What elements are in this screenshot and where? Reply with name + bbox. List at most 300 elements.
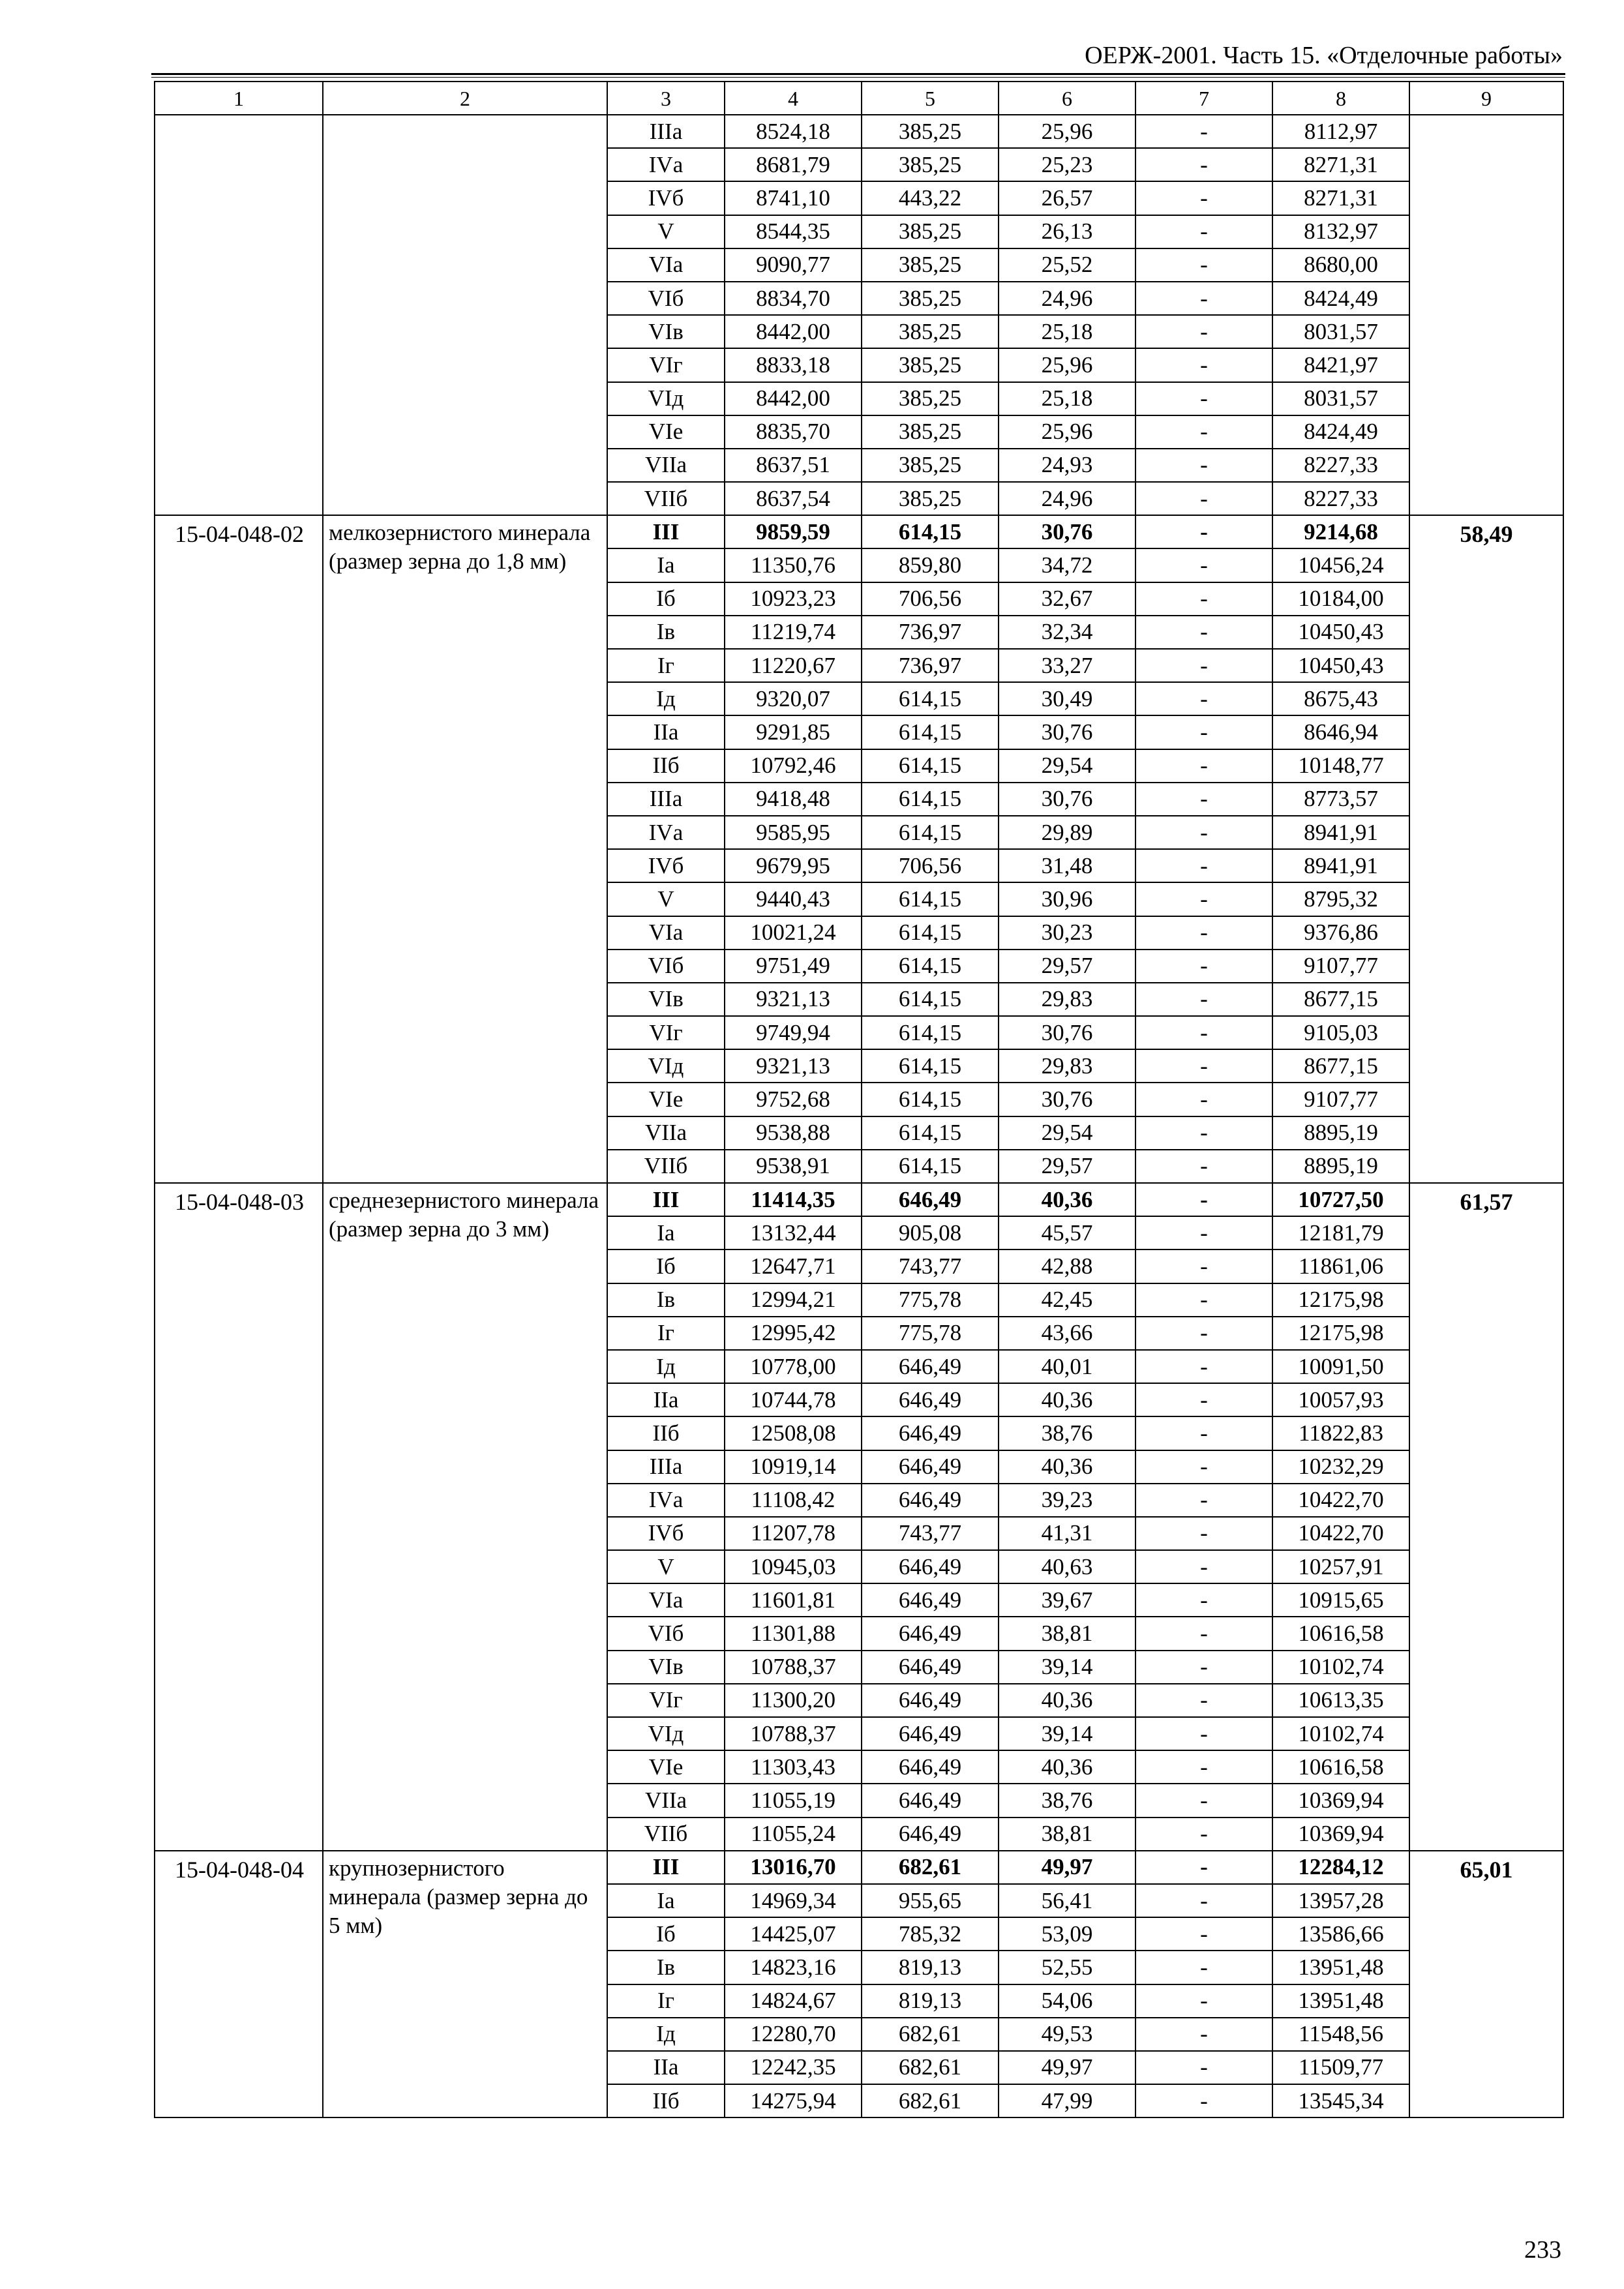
value-cell: 10919,14 xyxy=(725,1450,862,1484)
value-cell: 8442,00 xyxy=(725,382,862,415)
zone-cell: VIв xyxy=(607,315,725,348)
value-cell: 785,32 xyxy=(862,1917,999,1951)
value-cell: - xyxy=(1135,616,1272,649)
value-cell: 706,56 xyxy=(862,849,999,882)
value-cell: 40,63 xyxy=(999,1550,1135,1583)
zone-cell: IVб xyxy=(607,181,725,215)
value-cell: - xyxy=(1135,1249,1272,1283)
value-cell: 614,15 xyxy=(862,1116,999,1150)
value-cell: 614,15 xyxy=(862,950,999,983)
zone-cell: VIд xyxy=(607,1049,725,1083)
value-cell: 11301,88 xyxy=(725,1617,862,1650)
column-number-3: 3 xyxy=(607,82,725,115)
value-cell: 11303,43 xyxy=(725,1750,862,1784)
zone-cell: VIг xyxy=(607,1016,725,1049)
value-cell: 385,25 xyxy=(862,415,999,449)
value-cell: 385,25 xyxy=(862,382,999,415)
value-cell: - xyxy=(1135,1750,1272,1784)
value-cell: 646,49 xyxy=(862,1550,999,1583)
value-cell: 12175,98 xyxy=(1272,1283,1409,1317)
value-cell: - xyxy=(1135,849,1272,882)
value-cell: 10091,50 xyxy=(1272,1350,1409,1383)
zone-cell: V xyxy=(607,1550,725,1583)
value-cell: 29,57 xyxy=(999,1150,1135,1183)
value-cell: 614,15 xyxy=(862,882,999,916)
value-cell: 49,53 xyxy=(999,2018,1135,2051)
value-cell: - xyxy=(1135,783,1272,816)
value-cell: 13132,44 xyxy=(725,1216,862,1249)
value-cell: 8741,10 xyxy=(725,181,862,215)
value-cell: 9440,43 xyxy=(725,882,862,916)
value-cell: 31,48 xyxy=(999,849,1135,882)
column-number-2: 2 xyxy=(323,82,607,115)
value-cell: 33,27 xyxy=(999,649,1135,682)
value-cell: 10788,37 xyxy=(725,1717,862,1750)
value-cell: 52,55 xyxy=(999,1951,1135,1984)
value-cell: 34,72 xyxy=(999,548,1135,582)
value-cell: 12508,08 xyxy=(725,1416,862,1450)
item-name: крупнозернистого минерала (размер зерна до 5 мм) xyxy=(323,1851,607,2118)
zone-cell: V xyxy=(607,215,725,248)
value-cell: 8544,35 xyxy=(725,215,862,248)
zone-cell: IVа xyxy=(607,816,725,849)
value-cell: 11822,83 xyxy=(1272,1416,1409,1450)
zone-cell: Iг xyxy=(607,1317,725,1350)
zone-cell: VIд xyxy=(607,382,725,415)
value-cell: 11861,06 xyxy=(1272,1249,1409,1283)
value-cell: 11350,76 xyxy=(725,548,862,582)
value-cell: 29,57 xyxy=(999,950,1135,983)
value-cell: 11414,35 xyxy=(725,1183,862,1216)
value-cell: 38,76 xyxy=(999,1416,1135,1450)
value-cell: - xyxy=(1135,1550,1272,1583)
value-cell: 9107,77 xyxy=(1272,950,1409,983)
value-cell: 10422,70 xyxy=(1272,1517,1409,1550)
value-cell: - xyxy=(1135,1851,1272,1884)
value-cell: 646,49 xyxy=(862,1484,999,1517)
item-price: 58,49 xyxy=(1409,515,1563,1183)
value-cell: 45,57 xyxy=(999,1216,1135,1249)
value-cell: 11055,24 xyxy=(725,1818,862,1851)
value-cell: 10184,00 xyxy=(1272,582,1409,616)
value-cell: 8442,00 xyxy=(725,315,862,348)
value-cell: 54,06 xyxy=(999,1984,1135,2018)
value-cell: 385,25 xyxy=(862,315,999,348)
value-cell: 10450,43 xyxy=(1272,616,1409,649)
value-cell: 25,96 xyxy=(999,115,1135,148)
value-cell: 646,49 xyxy=(862,1684,999,1717)
value-cell: 614,15 xyxy=(862,1150,999,1183)
value-cell: 49,97 xyxy=(999,1851,1135,1884)
value-cell: - xyxy=(1135,1684,1272,1717)
value-cell: 10616,58 xyxy=(1272,1617,1409,1650)
value-cell: 8677,15 xyxy=(1272,983,1409,1016)
value-cell: 385,25 xyxy=(862,248,999,282)
value-cell: 8677,15 xyxy=(1272,1049,1409,1083)
value-cell: - xyxy=(1135,1784,1272,1817)
value-cell: 38,76 xyxy=(999,1784,1135,1817)
value-cell: 26,57 xyxy=(999,181,1135,215)
zone-cell: IIа xyxy=(607,1383,725,1416)
value-cell: 14969,34 xyxy=(725,1884,862,1917)
value-cell: 8031,57 xyxy=(1272,315,1409,348)
zone-cell: IIа xyxy=(607,715,725,749)
value-cell: 40,36 xyxy=(999,1684,1135,1717)
value-cell: 10945,03 xyxy=(725,1550,862,1583)
value-cell: 443,22 xyxy=(862,181,999,215)
value-cell: - xyxy=(1135,1617,1272,1650)
value-cell: 614,15 xyxy=(862,916,999,950)
value-cell: 8675,43 xyxy=(1272,682,1409,715)
value-cell: 859,80 xyxy=(862,548,999,582)
value-cell: 9538,88 xyxy=(725,1116,862,1150)
value-cell: - xyxy=(1135,282,1272,315)
value-cell: 39,14 xyxy=(999,1717,1135,1750)
zone-cell: VIIа xyxy=(607,1116,725,1150)
value-cell: 646,49 xyxy=(862,1750,999,1784)
value-cell: 30,49 xyxy=(999,682,1135,715)
value-cell: 11548,56 xyxy=(1272,2018,1409,2051)
zone-cell: Iг xyxy=(607,649,725,682)
value-cell: 24,96 xyxy=(999,282,1135,315)
value-cell: - xyxy=(1135,115,1272,148)
zone-cell: VIг xyxy=(607,1684,725,1717)
zone-cell: IIб xyxy=(607,1416,725,1450)
zone-cell: Iв xyxy=(607,616,725,649)
value-cell: - xyxy=(1135,1517,1272,1550)
value-cell: 11509,77 xyxy=(1272,2051,1409,2084)
value-cell: 9752,68 xyxy=(725,1083,862,1116)
value-cell: 9291,85 xyxy=(725,715,862,749)
value-cell: - xyxy=(1135,1016,1272,1049)
value-cell: 40,36 xyxy=(999,1750,1135,1784)
value-cell: 9679,95 xyxy=(725,849,862,882)
value-cell: 29,83 xyxy=(999,983,1135,1016)
value-cell: 682,61 xyxy=(862,2051,999,2084)
value-cell: 11220,67 xyxy=(725,649,862,682)
value-cell: 30,76 xyxy=(999,1016,1135,1049)
zone-cell: IIIа xyxy=(607,783,725,816)
zone-cell: VIб xyxy=(607,950,725,983)
value-cell: 8895,19 xyxy=(1272,1116,1409,1150)
value-cell: - xyxy=(1135,649,1272,682)
value-cell: 385,25 xyxy=(862,215,999,248)
value-cell: 646,49 xyxy=(862,1183,999,1216)
column-number-6: 6 xyxy=(999,82,1135,115)
value-cell: 614,15 xyxy=(862,715,999,749)
value-cell: 10450,43 xyxy=(1272,649,1409,682)
value-cell: 30,76 xyxy=(999,783,1135,816)
value-cell: 646,49 xyxy=(862,1717,999,1750)
value-cell: 14824,67 xyxy=(725,1984,862,2018)
value-cell: 682,61 xyxy=(862,2084,999,2117)
value-cell: 9538,91 xyxy=(725,1150,862,1183)
value-cell: 646,49 xyxy=(862,1350,999,1383)
value-cell: 13957,28 xyxy=(1272,1884,1409,1917)
value-cell: 614,15 xyxy=(862,1016,999,1049)
value-cell: 736,97 xyxy=(862,616,999,649)
value-cell: 10923,23 xyxy=(725,582,862,616)
value-cell: 8833,18 xyxy=(725,348,862,382)
value-cell: 8227,33 xyxy=(1272,482,1409,515)
value-cell: 29,54 xyxy=(999,1116,1135,1150)
value-cell: 14823,16 xyxy=(725,1951,862,1984)
table-row xyxy=(155,515,1563,548)
value-cell: 646,49 xyxy=(862,1450,999,1484)
value-cell: - xyxy=(1135,1350,1272,1383)
value-cell: 29,89 xyxy=(999,816,1135,849)
value-cell: 53,09 xyxy=(999,1917,1135,1951)
page-header-title: ОЕРЖ-2001. Часть 15. «Отделочные работы» xyxy=(1085,42,1563,69)
value-cell: - xyxy=(1135,1450,1272,1484)
zone-cell: IIIа xyxy=(607,115,725,148)
zone-cell: VIIа xyxy=(607,1784,725,1817)
column-number-4: 4 xyxy=(725,82,862,115)
value-cell: 646,49 xyxy=(862,1416,999,1450)
value-cell: - xyxy=(1135,983,1272,1016)
value-cell: 9749,94 xyxy=(725,1016,862,1049)
value-cell: 30,96 xyxy=(999,882,1135,916)
table-row xyxy=(155,115,1563,148)
zone-cell: Iа xyxy=(607,1884,725,1917)
zone-cell: VIд xyxy=(607,1717,725,1750)
zone-cell: VIг xyxy=(607,348,725,382)
value-cell: 385,25 xyxy=(862,449,999,482)
value-cell: 646,49 xyxy=(862,1784,999,1817)
value-cell: - xyxy=(1135,515,1272,548)
value-cell: - xyxy=(1135,1884,1272,1917)
value-cell: 614,15 xyxy=(862,1049,999,1083)
value-cell: 10778,00 xyxy=(725,1350,862,1383)
value-cell: 9107,77 xyxy=(1272,1083,1409,1116)
value-cell: 614,15 xyxy=(862,983,999,1016)
value-cell: 743,77 xyxy=(862,1517,999,1550)
value-cell: 14425,07 xyxy=(725,1917,862,1951)
value-cell: 8773,57 xyxy=(1272,783,1409,816)
value-cell: 646,49 xyxy=(862,1818,999,1851)
zone-cell: IVб xyxy=(607,849,725,882)
zone-cell: Iд xyxy=(607,1350,725,1383)
value-cell: 40,36 xyxy=(999,1450,1135,1484)
value-cell: 43,66 xyxy=(999,1317,1135,1350)
value-cell: 41,31 xyxy=(999,1517,1135,1550)
zone-cell: III xyxy=(607,515,725,548)
value-cell: - xyxy=(1135,1818,1272,1851)
value-cell: 8680,00 xyxy=(1272,248,1409,282)
zone-cell: VIе xyxy=(607,1083,725,1116)
value-cell: 614,15 xyxy=(862,783,999,816)
zone-cell: IIб xyxy=(607,2084,725,2117)
value-cell: 646,49 xyxy=(862,1583,999,1617)
value-cell: 10257,91 xyxy=(1272,1550,1409,1583)
value-cell: 8835,70 xyxy=(725,415,862,449)
value-cell: 12647,71 xyxy=(725,1249,862,1283)
item-name xyxy=(323,115,607,515)
value-cell: - xyxy=(1135,1383,1272,1416)
value-cell: 11207,78 xyxy=(725,1517,862,1550)
value-cell: 56,41 xyxy=(999,1884,1135,1917)
value-cell: 8834,70 xyxy=(725,282,862,315)
value-cell: - xyxy=(1135,181,1272,215)
zone-cell: IVа xyxy=(607,1484,725,1517)
zone-cell: IIа xyxy=(607,2051,725,2084)
value-cell: - xyxy=(1135,1917,1272,1951)
zone-cell: III xyxy=(607,1851,725,1884)
value-cell: 8271,31 xyxy=(1272,148,1409,181)
value-cell: 385,25 xyxy=(862,482,999,515)
zone-cell: VIIа xyxy=(607,449,725,482)
page-number: 233 xyxy=(1524,2236,1561,2264)
value-cell: 24,93 xyxy=(999,449,1135,482)
zone-cell: VIа xyxy=(607,1583,725,1617)
value-cell: 8941,91 xyxy=(1272,849,1409,882)
value-cell: - xyxy=(1135,1951,1272,1984)
value-cell: - xyxy=(1135,715,1272,749)
value-cell: - xyxy=(1135,816,1272,849)
value-cell: 14275,94 xyxy=(725,2084,862,2117)
value-cell: - xyxy=(1135,248,1272,282)
value-cell: - xyxy=(1135,215,1272,248)
value-cell: 12175,98 xyxy=(1272,1317,1409,1350)
value-cell: 8941,91 xyxy=(1272,816,1409,849)
value-cell: 10727,50 xyxy=(1272,1183,1409,1216)
zone-cell: VIIб xyxy=(607,482,725,515)
zone-cell: Iб xyxy=(607,1249,725,1283)
zone-cell: VIв xyxy=(607,983,725,1016)
header-rule-thin xyxy=(151,77,1565,78)
value-cell: 25,52 xyxy=(999,248,1135,282)
value-cell: - xyxy=(1135,749,1272,783)
value-cell: 49,97 xyxy=(999,2051,1135,2084)
value-cell: 25,23 xyxy=(999,148,1135,181)
value-cell: 9090,77 xyxy=(725,248,862,282)
value-cell: - xyxy=(1135,950,1272,983)
value-cell: - xyxy=(1135,482,1272,515)
value-cell: 10148,77 xyxy=(1272,749,1409,783)
value-cell: 25,96 xyxy=(999,415,1135,449)
zone-cell: Iд xyxy=(607,2018,725,2051)
value-cell: 10788,37 xyxy=(725,1651,862,1684)
zone-cell: Iв xyxy=(607,1283,725,1317)
value-cell: 9321,13 xyxy=(725,983,862,1016)
value-cell: 10616,58 xyxy=(1272,1750,1409,1784)
value-cell: - xyxy=(1135,2018,1272,2051)
value-cell: 29,83 xyxy=(999,1049,1135,1083)
value-cell: 11108,42 xyxy=(725,1484,862,1517)
value-cell: 9585,95 xyxy=(725,816,862,849)
zone-cell: IIб xyxy=(607,749,725,783)
value-cell: 10102,74 xyxy=(1272,1717,1409,1750)
value-cell: - xyxy=(1135,1183,1272,1216)
value-cell: 775,78 xyxy=(862,1317,999,1350)
zone-cell: Iд xyxy=(607,682,725,715)
value-cell: 13951,48 xyxy=(1272,1984,1409,2018)
value-cell: 30,76 xyxy=(999,515,1135,548)
value-cell: 614,15 xyxy=(862,816,999,849)
value-cell: - xyxy=(1135,1583,1272,1617)
value-cell: - xyxy=(1135,148,1272,181)
value-cell: - xyxy=(1135,315,1272,348)
item-price: 65,01 xyxy=(1409,1851,1563,2118)
zone-cell: VIIб xyxy=(607,1818,725,1851)
value-cell: 682,61 xyxy=(862,2018,999,2051)
zone-cell: Iв xyxy=(607,1951,725,1984)
zone-cell: VIв xyxy=(607,1651,725,1684)
value-cell: - xyxy=(1135,1416,1272,1450)
value-cell: 10915,65 xyxy=(1272,1583,1409,1617)
item-code: 15-04-048-04 xyxy=(155,1851,323,2118)
value-cell: - xyxy=(1135,1651,1272,1684)
zone-cell: VIб xyxy=(607,1617,725,1650)
value-cell: - xyxy=(1135,1984,1272,2018)
value-cell: 8646,94 xyxy=(1272,715,1409,749)
value-cell: 29,54 xyxy=(999,749,1135,783)
value-cell: 13016,70 xyxy=(725,1851,862,1884)
value-cell: 10744,78 xyxy=(725,1383,862,1416)
value-cell: - xyxy=(1135,2051,1272,2084)
value-cell: 385,25 xyxy=(862,348,999,382)
value-cell: 8795,32 xyxy=(1272,882,1409,916)
value-cell: 9320,07 xyxy=(725,682,862,715)
value-cell: 25,96 xyxy=(999,348,1135,382)
value-cell: 646,49 xyxy=(862,1383,999,1416)
value-cell: 8112,97 xyxy=(1272,115,1409,148)
value-cell: - xyxy=(1135,449,1272,482)
value-cell: 8424,49 xyxy=(1272,415,1409,449)
value-cell: 10613,35 xyxy=(1272,1684,1409,1717)
value-cell: - xyxy=(1135,882,1272,916)
column-number-9: 9 xyxy=(1409,82,1563,115)
value-cell: 12284,12 xyxy=(1272,1851,1409,1884)
value-cell: 385,25 xyxy=(862,282,999,315)
header-rule-thick xyxy=(151,73,1565,75)
value-cell: 819,13 xyxy=(862,1951,999,1984)
value-cell: - xyxy=(1135,1150,1272,1183)
value-cell: 32,34 xyxy=(999,616,1135,649)
value-cell: 13586,66 xyxy=(1272,1917,1409,1951)
zone-cell: IVб xyxy=(607,1517,725,1550)
value-cell: 9105,03 xyxy=(1272,1016,1409,1049)
zone-cell: Iб xyxy=(607,1917,725,1951)
value-cell: - xyxy=(1135,2084,1272,2117)
value-cell: - xyxy=(1135,682,1272,715)
zone-cell: VIе xyxy=(607,1750,725,1784)
item-code: 15-04-048-02 xyxy=(155,515,323,1183)
value-cell: - xyxy=(1135,1717,1272,1750)
value-cell: 646,49 xyxy=(862,1617,999,1650)
zone-cell: VIб xyxy=(607,282,725,315)
value-cell: 706,56 xyxy=(862,582,999,616)
value-cell: 743,77 xyxy=(862,1249,999,1283)
value-cell: 736,97 xyxy=(862,649,999,682)
value-cell: 819,13 xyxy=(862,1984,999,2018)
value-cell: 30,76 xyxy=(999,715,1135,749)
value-cell: - xyxy=(1135,1283,1272,1317)
value-cell: 614,15 xyxy=(862,749,999,783)
value-cell: 47,99 xyxy=(999,2084,1135,2117)
value-cell: 8271,31 xyxy=(1272,181,1409,215)
zone-cell: IIIа xyxy=(607,1450,725,1484)
value-cell: 614,15 xyxy=(862,515,999,548)
value-cell: 8895,19 xyxy=(1272,1150,1409,1183)
zone-cell: Iг xyxy=(607,1984,725,2018)
zone-cell: Iа xyxy=(607,548,725,582)
value-cell: 385,25 xyxy=(862,148,999,181)
zone-cell: Iб xyxy=(607,582,725,616)
value-cell: - xyxy=(1135,582,1272,616)
value-cell: - xyxy=(1135,1484,1272,1517)
value-cell: 12995,42 xyxy=(725,1317,862,1350)
